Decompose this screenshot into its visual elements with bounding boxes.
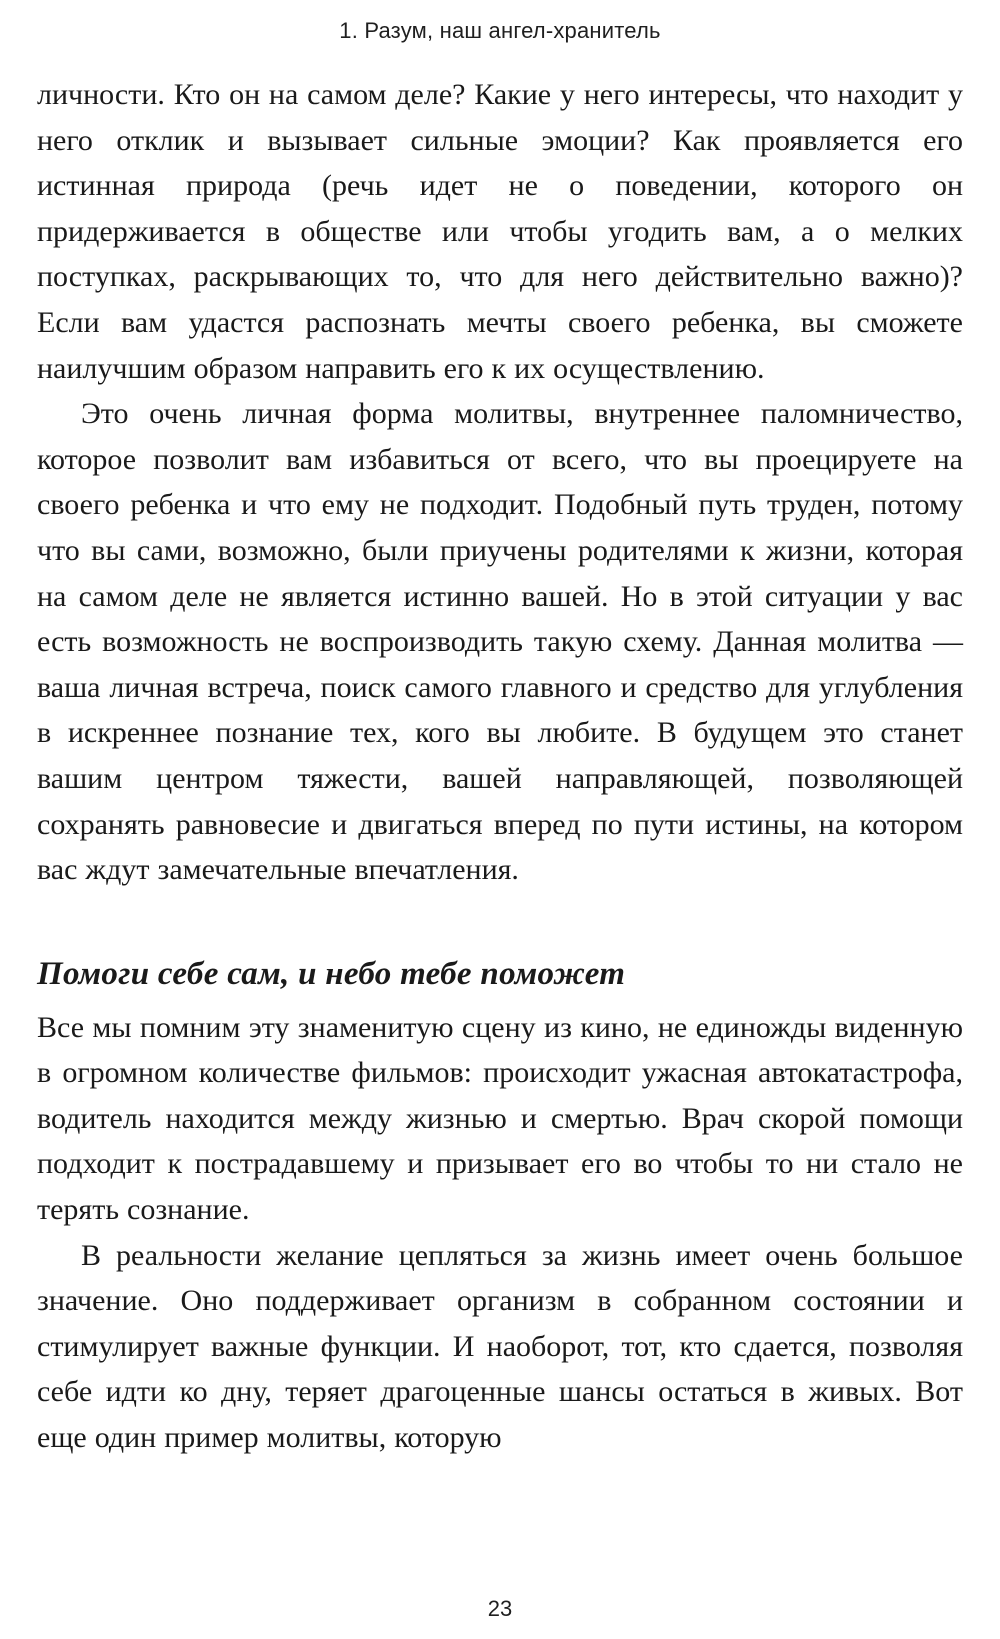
page-content [37,72,963,1461]
paragraph-will-to-live: В реальности желание цепляться за жизнь имеет очень большое значение. Оно поддерживает организм в собранном состоянии и стимулирует важные функции. И наоборот, тот, кто сдается, позволяя себе идти ко дну, теряет драгоценные шансы остаться в живых. Вот еще один пример молитвы, которую [37,1238,963,1455]
running-header: 1. Разум, наш ангел-хранитель [339,18,661,43]
paragraph-prayer-pilgrimage: Это очень личная форма молитвы, внутреннее паломничество, которое позволит вам избавиться от всего, что вы проецируете на своего ребенка и что ему не подходит. Подобный путь труден, потому что вы сами, возможно, были приучены родителями к жизни, которая на самом деле не является истинно вашей. Но в этой ситуации у вас есть возможность не воспроизводить такую схему. Данная молитва — ваша личная встреча, поиск самого главного и средство для углубления в искреннее познание тех, кого вы любите. В будущем это станет вашим центром тяжести, вашей направляющей, позволяющей сохранять равновесие и двигаться вперед по пути истины, на котором вас ждут замечательные впечатления. [37,397,963,887]
paragraph-movie-scene: Все мы помним эту знаменитую сцену из кино, не единожды виденную в огромном количестве фильмов: происходит ужасная автокатастрофа, водитель находится между жизнью и смертью. Врач скорой помощи подходит к пострадавшему и призывает его во чтобы то ни стало не терять сознание. [37,1010,963,1227]
section-heading: Помоги себе сам, и небо тебе поможет [37,955,626,992]
page-number: 23 [487,1596,513,1621]
paragraph-continued: личности. Кто он на самом деле? Какие у него интересы, что находит у него отклик и вызывает сильные эмоции? Как проявляется его истинная природа (речь идет не о поведении, которого он придерживается в обществе или чтобы угодить вам, а о мелких поступках, раскрывающих то, что для него действительно важно)? Если вам удастся распознать мечты своего ребенка, вы сможете наилучшим образом направить его к их осуществлению. [37,78,963,385]
